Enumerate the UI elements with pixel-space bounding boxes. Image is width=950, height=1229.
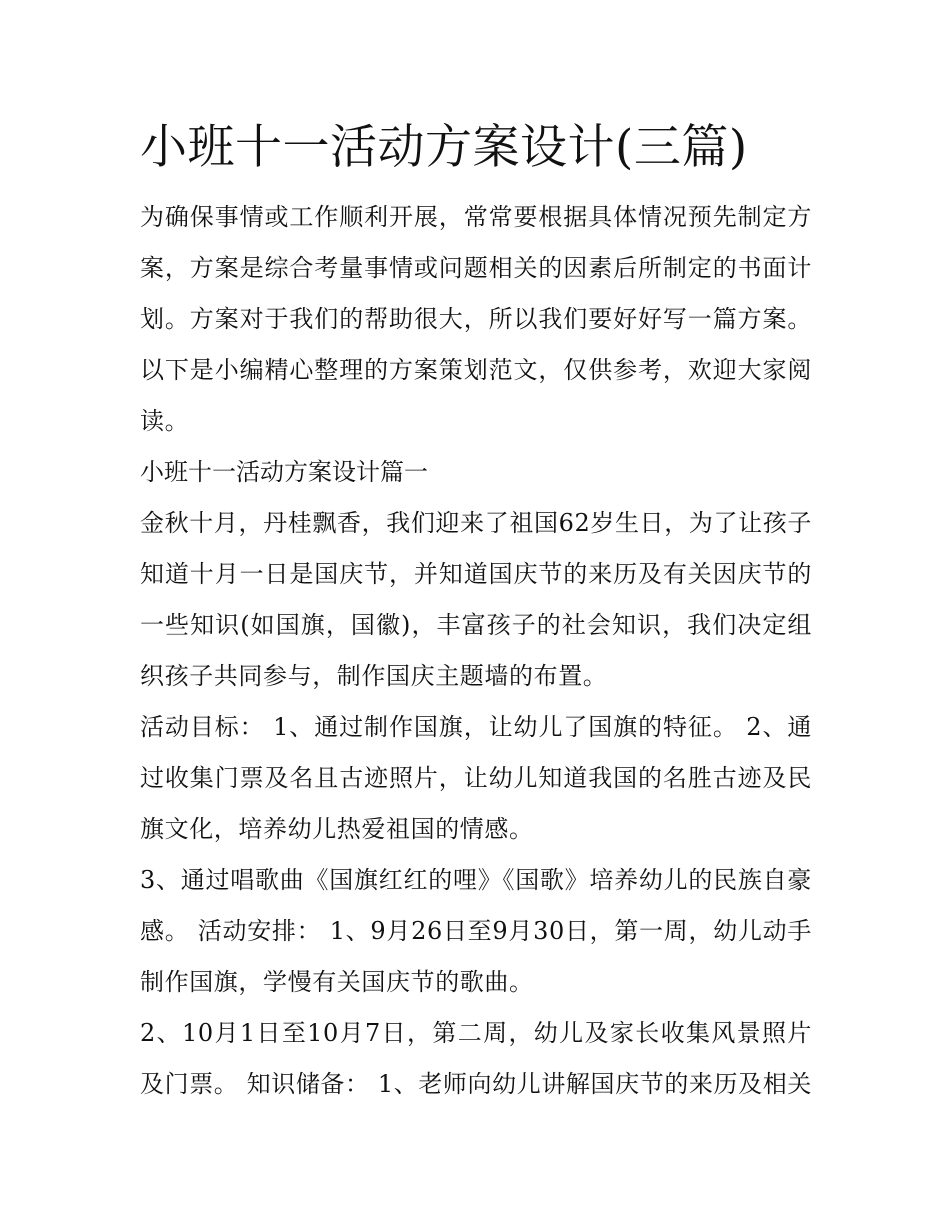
- body-paragraph-3: 3、通过唱歌曲《国旗红红的哩》《国歌》培养幼儿的民族自豪感。 活动安排： 1、9月26日至9月30日，第一周，幼儿动手制作国旗，学慢有关国庆节的歌曲。: [140, 866, 812, 996]
- body-paragraph-2: 活动目标： 1、通过制作国旗，让幼儿了国旗的特征。 2、通过收集门票及名且古迹照片，让幼儿知道我国的名胜古迹及民旗文化，培养幼儿热爱祖国的情感。: [140, 713, 812, 843]
- intro-paragraph: 为确保事情或工作顺利开展，常常要根据具体情况预先制定方案，方案是综合考量事情或问题相关的因素后所制定的书面计划。方案对于我们的帮助很大，所以我们要好好写一篇方案。以下是小编精心整理的方案策划范文，仅供参考，欢迎大家阅读。: [140, 203, 812, 435]
- document-page: [140, 112, 812, 1110]
- document-title: 小班十一活动方案设计(三篇): [140, 120, 748, 175]
- section-heading: 小班十一活动方案设计篇一: [140, 458, 428, 486]
- body-paragraph-4: 2、10月1日至10月7日，第二周，幼儿及家长收集风景照片及门票。 知识储备： 1、老师向幼儿讲解国庆节的来历及相关: [140, 1019, 812, 1098]
- body-paragraph-1: 金秋十月，丹桂飘香，我们迎来了祖国62岁生日，为了让孩子知道十月一日是国庆节，并知道国庆节的来历及有关因庆节的一些知识(如国旗，国徽)，丰富孩子的社会知识，我们决定组织孩子共同参与，制作国庆主题墙的布置。: [140, 509, 812, 690]
